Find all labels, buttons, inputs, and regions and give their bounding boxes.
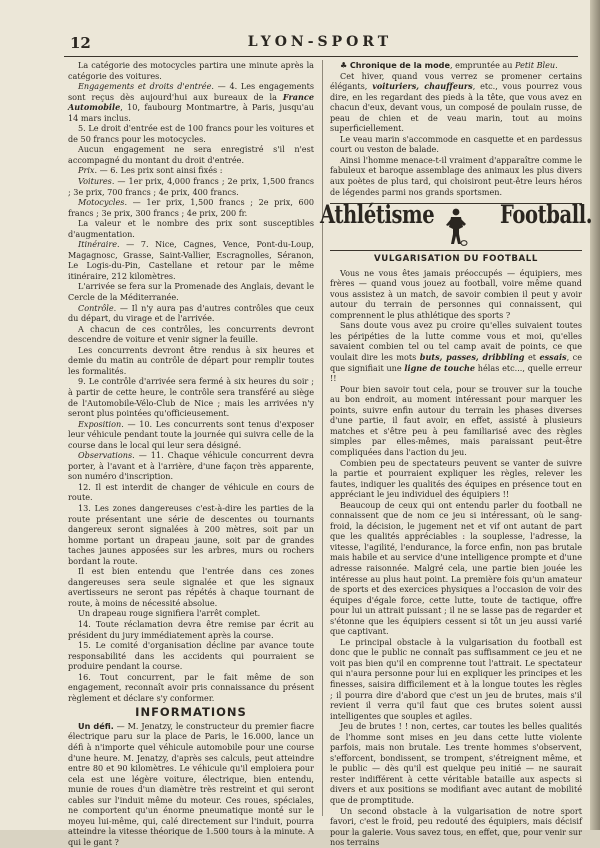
paragraph: Motocycles. — 1er prix, 1,500 francs ; 2e prix, 600 francs ; 3e prix, 300 francs ; 4e prix, 200 fr. xyxy=(68,197,314,218)
right-column xyxy=(320,60,592,848)
banner-word-football: Football. xyxy=(499,200,592,230)
paragraph: Vous ne vous êtes jamais préoccupés — équipiers, mes frères — quand vous jouez au football, voire même quand vous assistez à un match, de savoir combien il peut y avoir autour du terrain de personnes qui connaissent, qui comprennent le plus athlétique des sports ? xyxy=(330,267,582,320)
paragraph: Le principal obstacle à la vulgarisation du football est donc que le public ne connaît pas suffisamment ce jeu et ne voit pas bien qu'il en comprenne tout l'attrait. Le spectateur qui n'aura personne pour lui en expliquer les principes et les finesses, saisira difficilement et à la longue toutes les règles ; il pourra dire d'abord que c'est un jeu de brutes, mais s'il revient il verra qu'il faut que ces brutes soient aussi intelligentes que souples et agiles. xyxy=(330,636,582,721)
paragraph: Aucun engagement ne sera enregistré s'il n'est accompagné du montant du droit d'entrée. xyxy=(68,144,314,165)
paragraph: Un défi. — M. Jenatzy, le constructeur du premier fiacre électrique paru sur la place de Paris, le 16.000, lance un défi à n'importe quel véhicule automobile pour une course d'une heure. M. Jenatzy, d'après ses calculs, peut atteindre entre 80 et 90 kilomètres. Le véhicule qu'il emploiera pour cela est une légère voiture, électrique, bien entendu, munie de roues d'un diamètre très restreint et qui seront cables sur l'induit même du moteur. Ces roues, spéciales, ne comportent qu'un énorme pneumatique monté sur le moyeu lui-même, qui, calé directement sur l'induit, pourra atteindre la vitesse théorique de 1.500 tours à la minute. A qui le gant ? xyxy=(68,720,314,847)
paragraph: ♣ Chronique de la mode, empruntée au Petit Bleu. xyxy=(340,60,558,70)
clover-icon: ♣ xyxy=(340,60,350,70)
paragraph: Un second obstacle à la vulgarisation de notre sport favori, c'est le froid, peu redouté des équipiers, mais décisif pour la galerie. Vous savez tous, en effet, que, pour venir sur nos terrains xyxy=(330,805,582,848)
page-fold-edge xyxy=(590,0,600,830)
paragraph: 5. Le droit d'entrée est de 100 francs pour les voitures et de 50 francs pour les motocycles. xyxy=(68,123,314,144)
section-title-informations: INFORMATIONS xyxy=(135,705,247,720)
page-number: 12 xyxy=(70,34,91,52)
paragraph: Voitures. — 1er prix, 4,000 francs ; 2e prix, 1,500 francs ; 3e prix, 700 francs ; 4e prix, 400 francs. xyxy=(68,176,314,197)
football-player-icon xyxy=(443,207,469,247)
paragraph: Contrôle. — Il n'y aura pas d'autres contrôles que ceux du départ, du virage et de l'arrivée. xyxy=(68,302,314,324)
paragraph: A chacun de ces contrôles, les concurrents devront descendre de voiture et venir signer la feuille. xyxy=(68,323,314,345)
paragraph: Prix. — 6. Les prix sont ainsi fixés : xyxy=(78,165,223,176)
paragraph: Jeu de brutes ! ! non, certes, car toutes les belles qualités de l'homme sont mises en jeu dans cette lutte violente parfois, mais non brutale. Les trente hommes s'observent, s'efforcent, bondissent, se trompent, s'étreignent même, et le public — dès qu'il est quelque peu initié — ne saurait rester indifférent à cette véritable bataille aux aspects si divers et aux positions se modifiant avec autant de mobilité que de promptitude. xyxy=(330,721,582,805)
paragraph: Exposition. — 10. Les concurrents sont tenus d'exposer leur véhicule pendant toute la journée qui suivra celle de la course dans le local qui leur sera désigné. xyxy=(68,418,314,450)
header-rule xyxy=(64,56,578,57)
paragraph: 16. Tout concurrent, par le fait même de son engagement, reconnaît avoir pris connaissance du présent règlement et déclare s'y conformer. xyxy=(68,671,314,703)
paragraph: Beaucoup de ceux qui ont entendu parler du football ne connaissent que de nom ce jeu si intéressant, où le sang-froid, la décision, le jugement net et vif ont autant de part que les qualités appréciables : la souplesse, l'adresse, la vitesse, l'agilité, l'endurance, la force enfin, non pas brutale mais habile et au service d'une intelligence prompte et d'une adresse raisonnée. Malgré cela, une partie bien jouée les intéresse au plus haut point. La première fois qu'un amateur de sports et des exercices physiques a l'occasion de voir des équipes d'égale force, cette lutte, toute de tactique, offre pour lui un attrait puissant ; il ne se lasse pas de regarder et s'étonne que les équipiers cessent si tôt un jeu aussi varié que captivant. xyxy=(330,499,582,637)
paragraph: Un drapeau rouge signifiera l'arrêt complet. xyxy=(78,608,261,619)
paragraph: 15. Le comité d'organisation décline par avance toute responsabilité dans les accidents qui pourraient se produire pendant la course. xyxy=(68,640,314,672)
paragraph: La valeur et le nombre des prix sont susceptibles d'augmentation. xyxy=(68,218,314,239)
paragraph: Ainsi l'homme menace-t-il vraiment d'apparaître comme le fabuleux et baroque assemblage des animaux les plus divers aux poètes de plus tard, qui choisiront peut-être leurs héros de légendes parmi nos grands sportsmen. xyxy=(330,154,582,197)
masthead: LYON-SPORT xyxy=(247,34,393,50)
banner-word-athletisme: Athlétisme xyxy=(320,200,435,230)
paragraph: Il est bien entendu que l'entrée dans ces zones dangereuses sera seule signalée et que les signaux avertisseurs ne seront pas répétés à chaque tournant de route, à moins de nécessité absolue. xyxy=(68,566,314,608)
paragraph: Observations. — 11. Chaque véhicule concurrent devra porter, à l'avant et à l'arrière, d'une façon très apparente, son numéro d'inscription. xyxy=(68,450,314,482)
paragraph: 14. Toute réclamation devra être remise par écrit au président du jury immédiatement après la course. xyxy=(68,618,314,640)
article-subtitle: VULGARISATION DU FOOTBALL xyxy=(374,254,538,265)
paragraph: Cet hiver, quand vous verrez se promener certains élégants, voituriers, chauffeurs, etc., vous pourrez vous dire, en les regardant des pieds à la tête, que vous avez en chacun d'eux, devant vous, un composé de poulain russe, de peau de chien et de veau marin, tout au moins superficiellement. xyxy=(330,70,582,134)
paragraph: La catégorie des motocycles partira une minute après la catégorie des voitures. xyxy=(68,60,314,81)
paragraph: 13. Les zones dangereuses c'est-à-dire les parties de la route présentant une série de descentes ou tournants dangereux seront signalées à 200 mètres, soit par un homme portant un drapeau jaune, soit par de grandes taches jaunes apposées sur les arbres, murs ou rochers bordant la route. xyxy=(68,502,314,566)
paragraph: Pour bien savoir tout cela, pour se trouver sur la touche au bon endroit, au moment intéressant pour marquer les points, suivre enfin autour du terrain les phases diverses d'une partie, il faut avoir, en effet, assisté à plusieurs matches et s'être peu à peu familiarisé avec des règles simples par elles-mêmes, mais paraissant peut-être compliquées dans l'action du jeu. xyxy=(330,383,582,457)
paragraph: Le veau marin s'accommode en casquette et en pardessus court ou veston de balade. xyxy=(330,133,582,155)
column-divider xyxy=(322,60,323,816)
paragraph: L'arrivée se fera sur la Promenade des Anglais, devant le Cercle de la Méditerranée. xyxy=(68,281,314,303)
paragraph: 9. Le contrôle d'arrivée sera fermé à six heures du soir ; à partir de cette heure, le contrôle sera transféré au siège de l'Automobile-Vélo-Club de Nice ; mais les arrivées n'y seront plus pointées qu'officieusement. xyxy=(68,376,314,419)
paragraph: Les concurrents devront être rendus à six heures et demie du matin au contrôle de départ pour remplir toutes les formalités. xyxy=(68,344,314,376)
paragraph: Itinéraire. — 7. Nice, Cagnes, Vence, Pont-du-Loup, Magagnosc, Grasse, Saint-Vallier, Escragnolles, Séranon, Le Logis-du-Pin, Castellane et retour par le même itinéraire, 212 kilomètres. xyxy=(68,239,314,281)
paragraph: 12. Il est interdit de changer de véhicule en cours de route. xyxy=(68,481,314,503)
sport-banner xyxy=(320,200,592,251)
left-column xyxy=(68,60,314,847)
paragraph: Sans doute vous avez pu croire qu'elles suivaient toutes les péripéties de la lutte comme vous et moi, qu'elles savaient combien tel ou tel camp avait de points, ce que voulait dire les mots buts, passes, dribbling et essais, ce que signifiait une ligne de touche hélas etc..., quelle erreur !! xyxy=(330,320,582,384)
page-header xyxy=(60,34,580,54)
paragraph: Combien peu de spectateurs peuvent se vanter de suivre la partie et pourraient expliquer les règles, relever les fautes, indiquer les qualités des équipes en présence tout en appréciant le jeu individuel des équipiers !! xyxy=(330,457,582,500)
paragraph: Engagements et droits d'entrée. — 4. Les engagements sont reçus dès aujourd'hui aux bureaux de la France Automobile, 10, faubourg Montmartre, à Paris, jusqu'au 14 mars inclus. xyxy=(68,81,314,123)
